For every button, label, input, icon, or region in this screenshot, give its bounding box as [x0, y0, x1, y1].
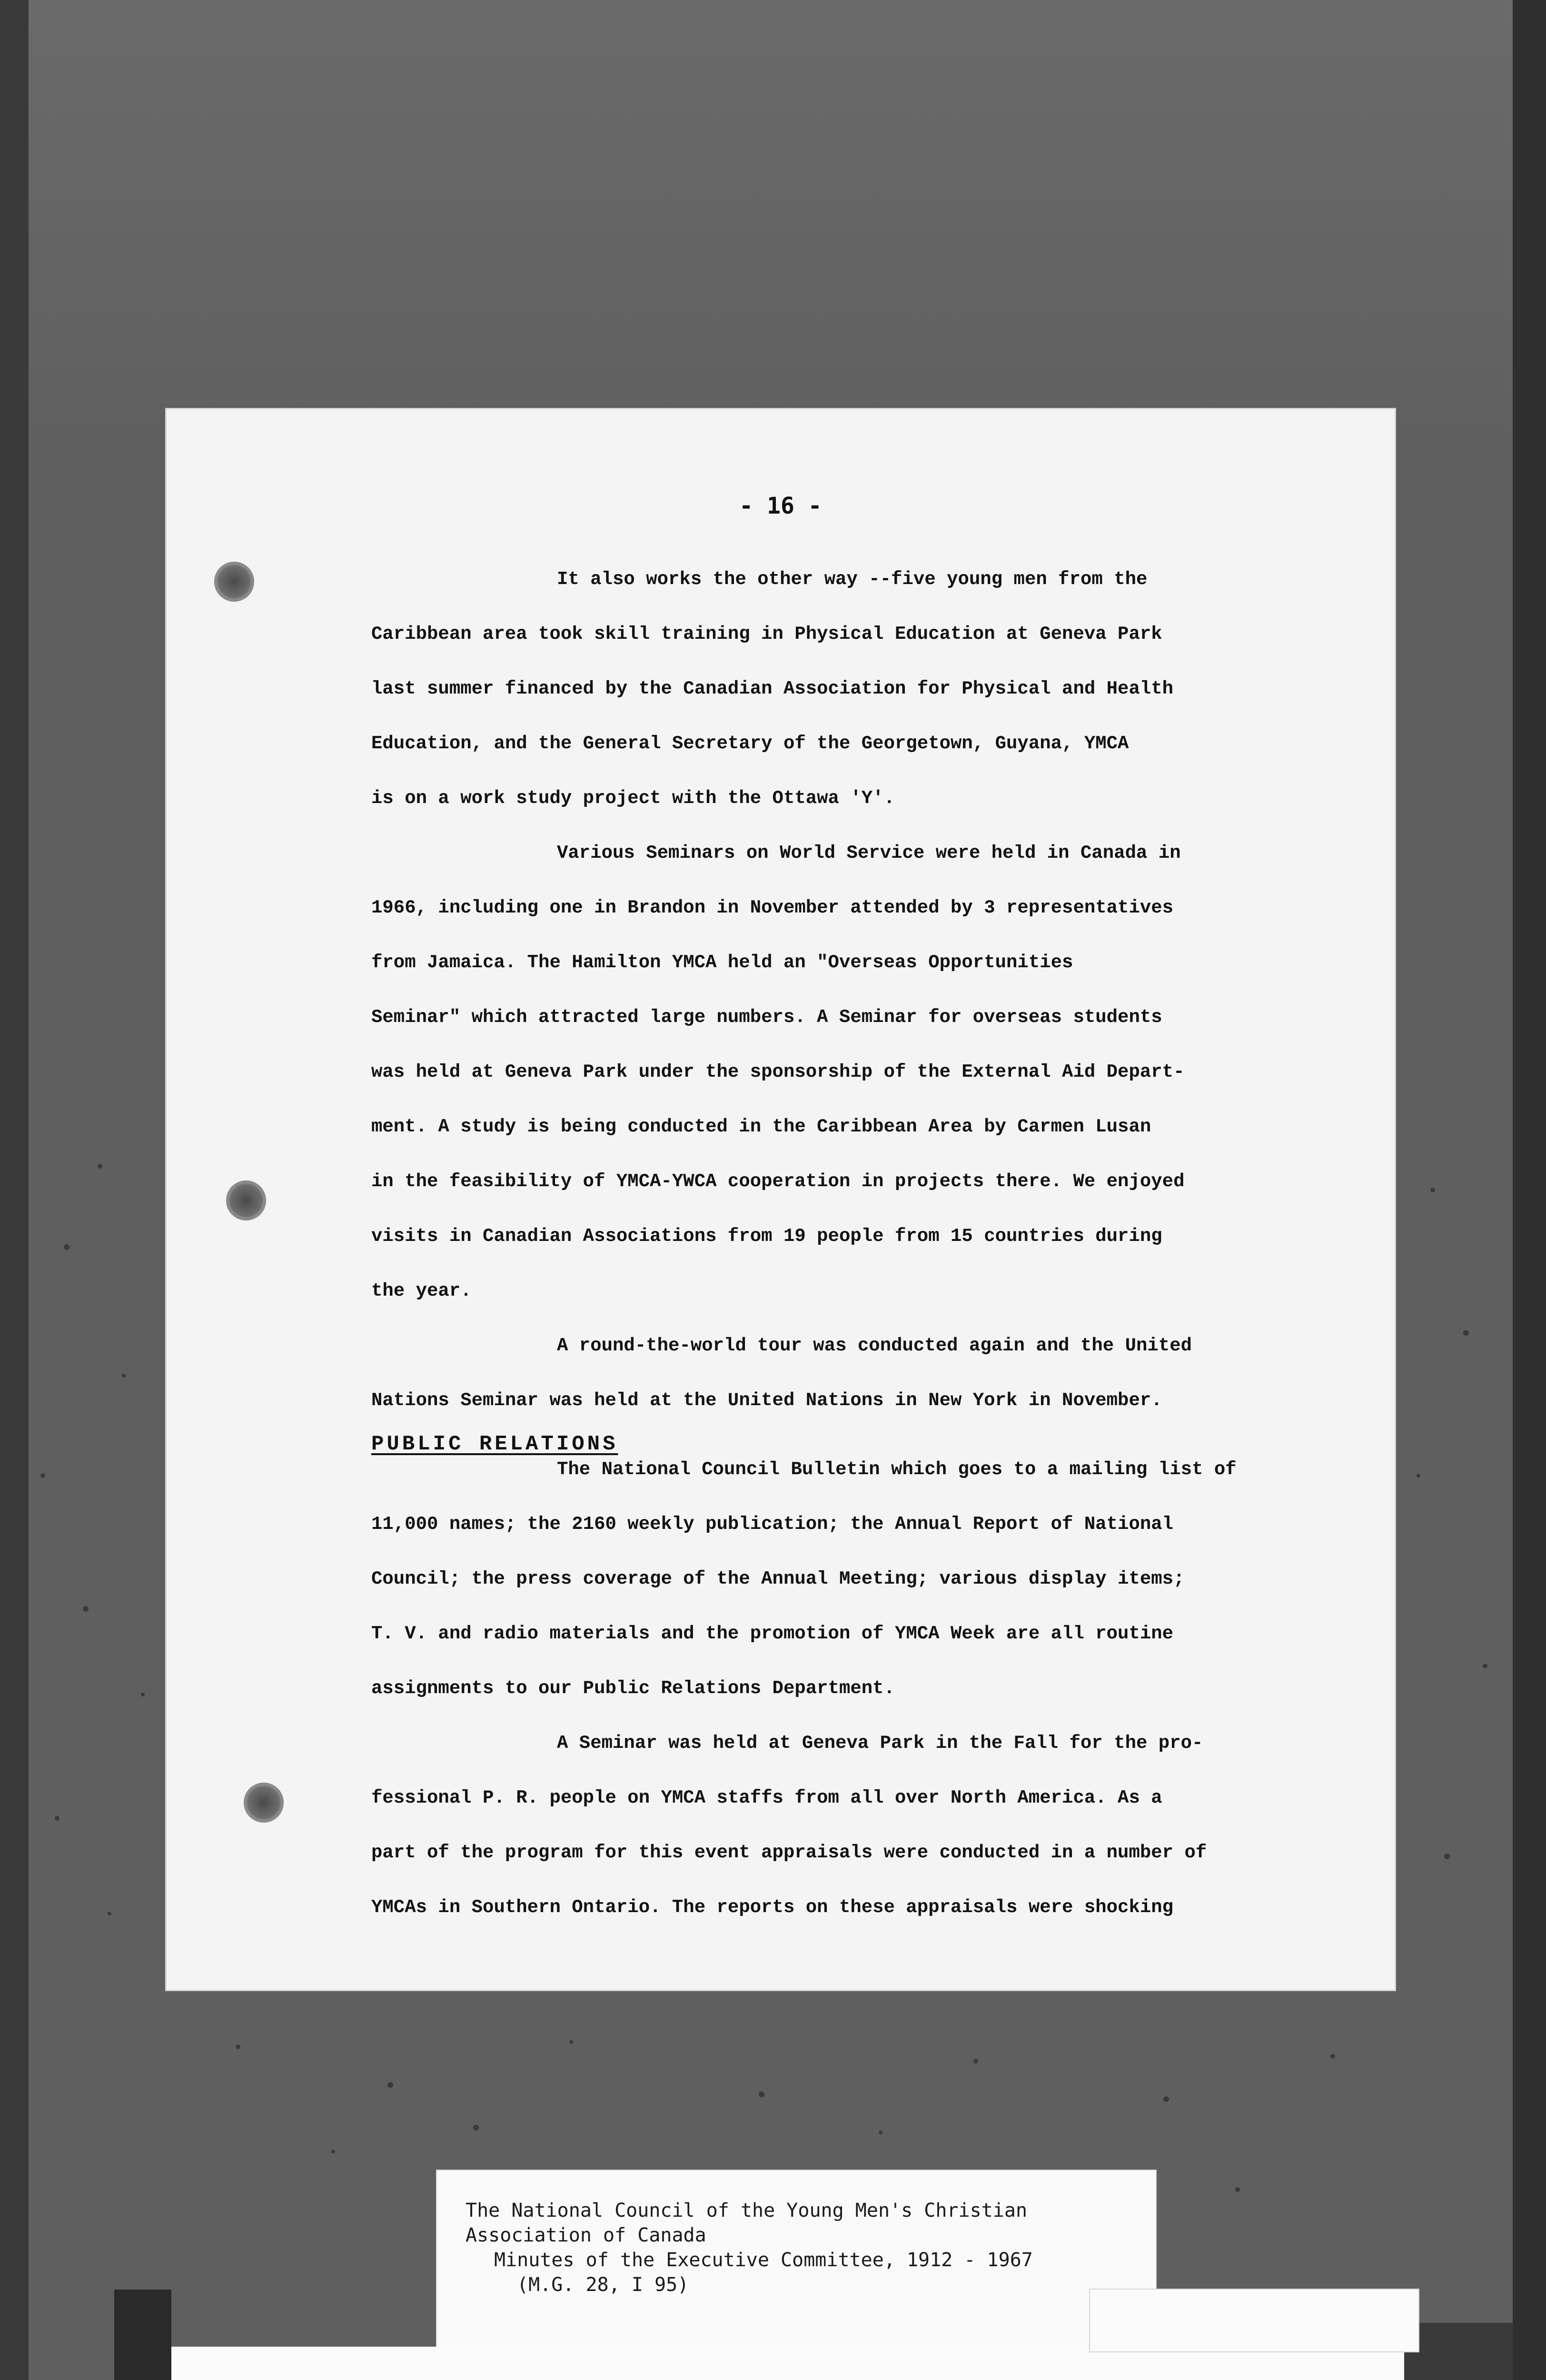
text-line: Seminar" which attracted large numbers. A Seminar for overseas students	[371, 1007, 1162, 1028]
text-line: A round-the-world tour was conducted again and the United	[557, 1335, 1192, 1356]
catalog-line: Minutes of the Executive Committee, 1912 - 1967	[494, 2249, 1033, 2271]
text-line: Nations Seminar was held at the United Nations in New York in November.	[371, 1390, 1162, 1411]
text-line: T. V. and radio materials and the promotion of YMCA Week are all routine	[371, 1623, 1174, 1644]
text-line: was held at Geneva Park under the sponsorship of the External Aid Depart-	[371, 1061, 1185, 1082]
punch-hole-middle	[226, 1180, 266, 1220]
punch-hole-bottom	[244, 1783, 284, 1823]
text-line: The National Council Bulletin which goes to a mailing list of	[557, 1459, 1237, 1480]
archive-stamp-card	[171, 2347, 1404, 2380]
text-line: part of the program for this event appraisals were conducted in a number of	[371, 1842, 1207, 1863]
text-line: fessional P. R. people on YMCA staffs from all over North America. As a	[371, 1787, 1162, 1808]
text-line: from Jamaica. The Hamilton YMCA held an "Overseas Opportunities	[371, 952, 1073, 973]
text-line: ment. A study is being conducted in the Caribbean Area by Carmen Lusan	[371, 1116, 1151, 1137]
text-line: is on a work study project with the Ottawa 'Y'.	[371, 788, 895, 809]
stamp-card-shadow-left	[114, 2290, 171, 2380]
text-line: in the feasibility of YMCA-YWCA cooperation in projects there. We enjoyed	[371, 1171, 1185, 1192]
section-heading: PUBLIC RELATIONS	[371, 1432, 618, 1456]
text-line: YMCAs in Southern Ontario. The reports on these appraisals were shocking	[371, 1897, 1174, 1918]
stamp-card-tab	[1090, 2290, 1418, 2351]
paragraph-seminars	[371, 826, 1309, 1319]
page-number: - 16 -	[739, 493, 822, 519]
microfilm-background	[0, 0, 1546, 428]
text-line: A Seminar was held at Geneva Park in the Fall for the pro-	[557, 1733, 1203, 1754]
catalog-text	[466, 2198, 1151, 2297]
body-text	[371, 552, 1309, 1935]
text-line: assignments to our Public Relations Department.	[371, 1678, 895, 1699]
text-line: Caribbean area took skill training in Physical Education at Geneva Park	[371, 624, 1162, 645]
paragraph-bulletin	[371, 1442, 1309, 1716]
catalog-line: The National Council of the Young Men's Christian	[466, 2200, 1028, 2221]
text-line: It also works the other way --five young men from the	[557, 569, 1148, 590]
punch-hole-top	[214, 562, 254, 602]
film-edge-left	[0, 0, 29, 2380]
text-line: Education, and the General Secretary of the Georgetown, Guyana, YMCA	[371, 733, 1129, 754]
typed-page	[167, 409, 1395, 1990]
text-line: 11,000 names; the 2160 weekly publication; the Annual Report of National	[371, 1514, 1174, 1535]
paragraph-caribbean	[371, 552, 1309, 826]
text-line: Various Seminars on World Service were held in Canada in	[557, 843, 1181, 863]
text-line: last summer financed by the Canadian Association for Physical and Health	[371, 678, 1174, 699]
catalog-line: Association of Canada	[466, 2224, 706, 2246]
text-line: Council; the press coverage of the Annual Meeting; various display items;	[371, 1568, 1185, 1589]
paragraph-world-tour	[371, 1319, 1309, 1428]
text-line: the year.	[371, 1280, 472, 1301]
stamp-card-shadow-right	[1404, 2323, 1513, 2380]
text-line: visits in Canadian Associations from 19 people from 15 countries during	[371, 1226, 1162, 1247]
catalog-line: (M.G. 28, I 95)	[517, 2274, 689, 2296]
text-line: 1966, including one in Brandon in November attended by 3 representatives	[371, 897, 1174, 918]
film-edge-right	[1513, 0, 1546, 2380]
paragraph-pr-seminar	[371, 1716, 1309, 1935]
